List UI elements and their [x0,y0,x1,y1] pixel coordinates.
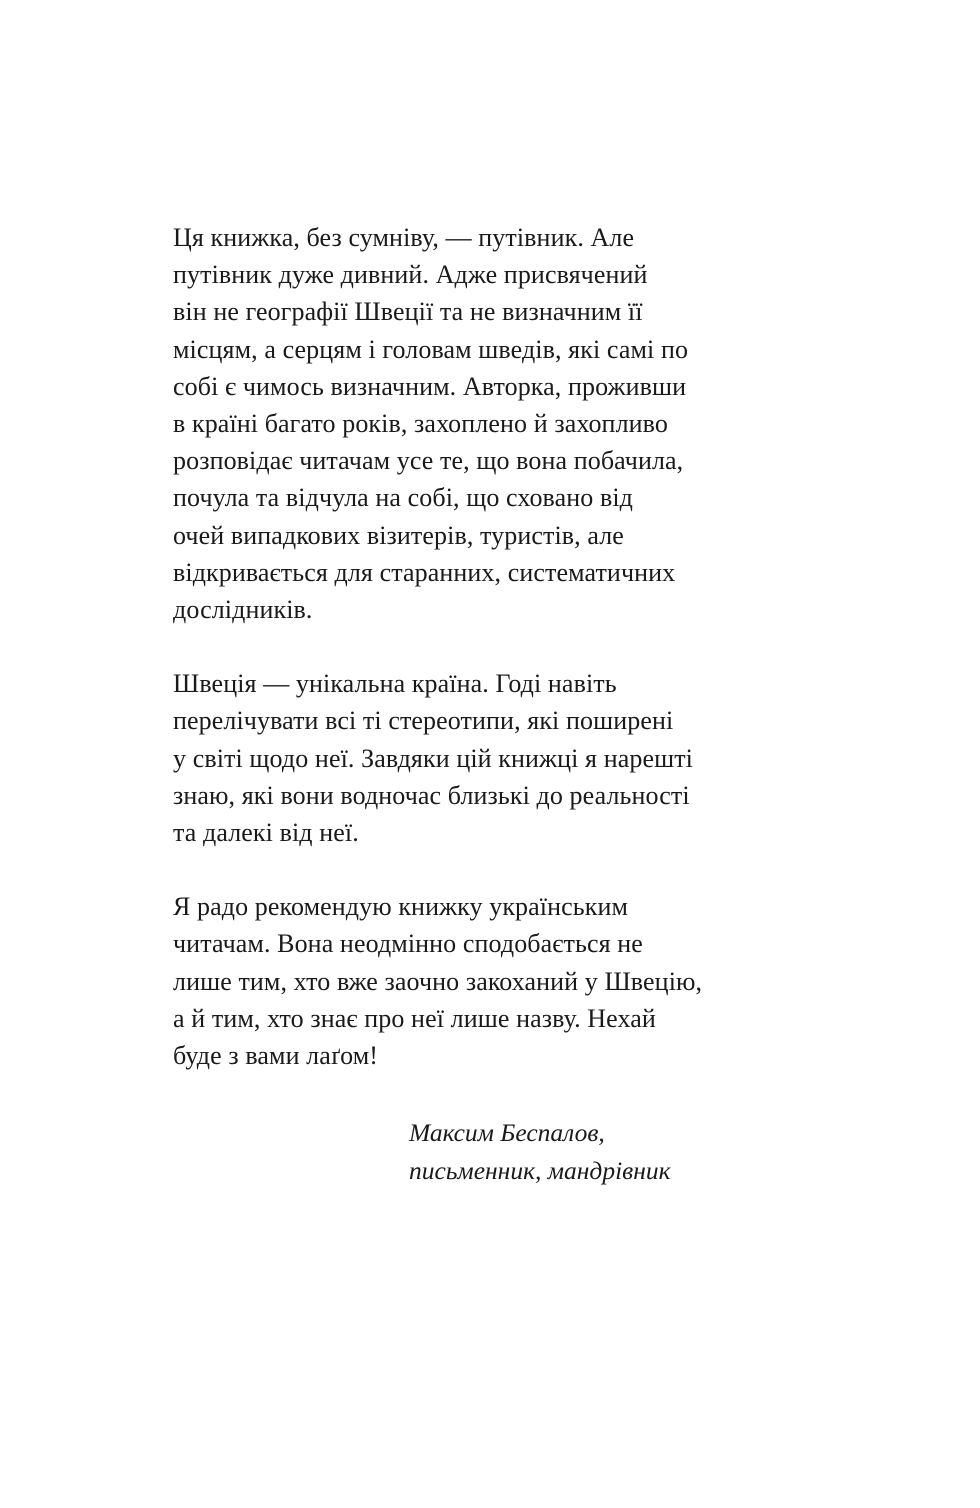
foreword-text [173,219,813,1074]
text-line: розповідає читачам усе те, що вона побачила, [173,446,684,476]
paragraph-3 [173,888,813,1074]
text-line: Ця книжка, без сумніву, — путівник. Але [173,223,635,252]
text-line: Швеція — унікальна країна. Годі навіть [173,669,617,699]
signature-title: письменник, мандрівник [409,1155,671,1185]
signature-name: Максим Беспалов, [409,1118,605,1147]
text-line: знаю, які вони водночас близькі до реальності [173,780,690,810]
text-line: почула та відчула на собі, що сховано від [173,483,633,513]
text-line: Я радо рекомендую книжку українським [173,892,629,922]
text-line: він не географії Швеції та не визначним її [173,297,643,327]
text-line: путівник дуже дивний. Адже присвячений [173,260,648,290]
paragraph-1 [173,219,813,628]
text-line: собі є чимось визначним. Авторка, проживши [173,371,687,401]
text-line: в країні багато років, захоплено й захопливо [173,409,668,439]
text-line: відкривається для старанних, систематичних [173,557,676,587]
text-line: перелічувати всі ті стереотипи, які поширені [173,706,674,736]
text-line: місцям, а серцям і головам шведів, які самі по [173,334,689,364]
text-line: читачам. Вона неодмінно сподобається не [173,929,643,959]
text-line: буде з вами лаґом! [173,1041,379,1071]
signature [409,1114,671,1189]
text-line: а й тим, хто знає про неї лише назву. Нехай [173,1003,656,1033]
text-line: очей випадкових візитерів, туристів, але [173,520,624,550]
text-line: лише тим, хто вже заочно закоханий у Швецію, [173,966,703,996]
text-line: та далекі від неї. [173,818,359,848]
text-line: дослідників. [173,595,313,625]
paragraph-2 [173,665,813,851]
text-line: у світі щодо неї. Завдяки цій книжці я нарешті [173,743,694,773]
